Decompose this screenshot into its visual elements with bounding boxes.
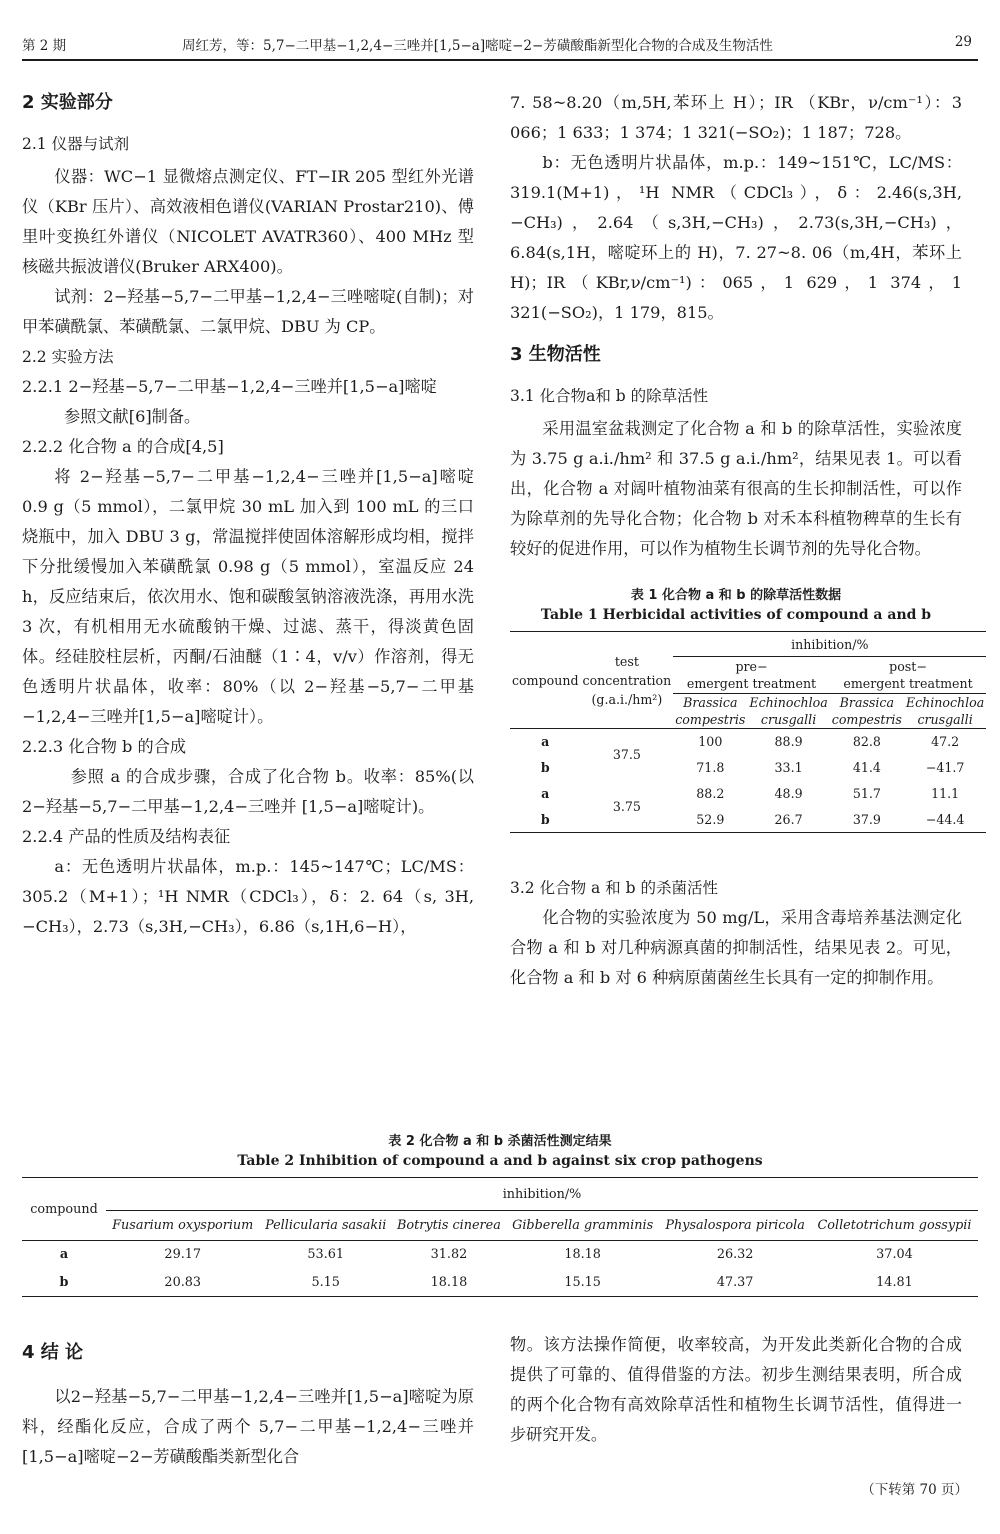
fungicidal-paragraph: 化合物的实验浓度为 50 mg/L，采用含毒培养基法测定化合物 a 和 b 对几种病源真菌的抑制活性，结果见表 2。可见，化合物 a 和 b 对 6 种病原菌菌丝生长具有一定的抑制作用。 — [510, 908, 962, 987]
subsection-3-2: 3.2 化合物 a 和 b 的杀菌活性 — [510, 879, 718, 897]
t1-species-2: Echinochloa — [749, 695, 828, 710]
t2-header-compound: compound — [30, 1201, 98, 1217]
subsection-2-2-1: 2.2.1 2−羟基−5,7−二甲基−1,2,4−三唑并[1,5−a]嘧啶 — [22, 377, 437, 396]
conclusion-right — [510, 1330, 962, 1450]
reagents-paragraph: 试剂：2−羟基−5,7−二甲基−1,2,4−三唑嘧啶(自制)；对甲苯磺酰氯、苯磺酰氯、二氯甲烷、DBU 为 CP。 — [22, 287, 474, 336]
subsection-2-2-1-ref: 参照文献[6]制备。 — [64, 407, 201, 426]
characterization-paragraph: a：无色透明片状晶体，m.p.：145~147℃；LC/MS：305.2（M+1）；¹H NMR（CDCl₃），δ：2. 64（s, 3H,−CH₃），2.73（s,3H,−CH₃），6.86（s,1H,6−H）， — [22, 857, 474, 936]
table-1-grid: compound test concentration (g.a.i./hm²) inhibition/% pre− emergent treatment post− emergent treatment Brassica Echinochloa Brassica Echinochloa compestris crusgalli compestris crusgalli a 37.5 100 88.9 82.8 47.2 b 71.8 33.1 41.4 −41.7 a 3.75 88.2 48.9 51.7 11.1 b 52.9 26.7 37.9 −44.4 — [510, 631, 986, 833]
characterization-continued: 7. 58~8.20（m,5H,苯环上 H）；IR （KBr，ν/cm⁻¹）：3 066；1 633；1 374；1 321(−SO₂)；1 187；728。 — [510, 93, 962, 142]
table-1-caption-cn: 表 1 化合物 a 和 b 的除草活性数据 — [630, 588, 842, 603]
table-2 — [22, 1130, 978, 1297]
conclusion-paragraph-2: 物。该方法操作简便，收率较高，为开发此类新化合物的合成提供了可靠的、值得借鉴的方法。初步生测结果表明，所合成的两个化合物有高效除草活性和植物生长调节活性，值得进一步研究开发。 — [510, 1335, 962, 1444]
t1-header-concentration: test concentration (g.a.i./hm²) — [582, 653, 672, 707]
t1-species-3: Brassica — [839, 695, 894, 710]
t2-col-5: Physalospora piricola — [665, 1218, 805, 1233]
table-row: a 37.5 100 88.9 82.8 47.2 — [541, 734, 960, 763]
conclusion-paragraph-1: 以2−羟基−5,7−二甲基−1,2,4−三唑并[1,5−a]嘧啶为原料，经酯化反应，合成了两个 5,7−二甲基−1,2,4−三唑并[1,5−a]嘧啶−2−芳磺酸酯类新型化合 — [22, 1387, 474, 1466]
t2-col-4: Gibberella gramminis — [512, 1218, 654, 1233]
table-1 — [510, 584, 985, 833]
t2-col-2: Pellicularia sasakii — [265, 1218, 387, 1233]
issue-number: 第 2 期 — [22, 38, 67, 54]
table-2-caption-en: Table 2 Inhibition of compound a and b against six crop pathogens — [237, 1153, 763, 1169]
section-4-heading: 4 结 论 — [22, 1342, 84, 1363]
synthesis-b-paragraph: 参照 a 的合成步骤，合成了化合物 b。收率：85%(以 2−羟基−5,7−二甲基−1,2,4−三唑并 [1,5−a]嘧啶计)。 — [22, 767, 474, 816]
right-column — [510, 88, 985, 993]
t1-header-post: post− emergent treatment — [830, 657, 987, 694]
conclusion-left — [22, 1338, 474, 1472]
t2-header-inhibition: inhibition/% — [106, 1178, 978, 1211]
table-2-grid — [22, 1177, 978, 1297]
subsection-2-2-4: 2.2.4 产品的性质及结构表征 — [22, 827, 231, 846]
table-1-caption-en: Table 1 Herbicidal activities of compound a and b — [540, 607, 932, 623]
subsection-3-1: 3.1 化合物a和 b 的除草活性 — [510, 387, 709, 405]
t1-header-pre: pre− emergent treatment — [673, 657, 830, 694]
t2-col-1: Fusarium oxysporium — [112, 1218, 254, 1233]
page-number: 29 — [954, 34, 972, 50]
table-row: b 20.83 5.15 18.18 15.15 47.37 14.81 — [22, 1269, 978, 1297]
t1-header-inhibition: inhibition/% — [673, 632, 986, 657]
table-row: b 52.9 26.7 37.9 −44.4 — [510, 807, 986, 833]
section-2-heading: 2 实验部分 — [22, 92, 113, 113]
t1-header-compound: compound — [512, 672, 579, 688]
subsection-2-2: 2.2 实验方法 — [22, 348, 114, 366]
subsection-2-2-2: 2.2.2 化合物 a 的合成[4,5] — [22, 437, 224, 456]
synthesis-a-paragraph: 将 2−羟基−5,7−二甲基−1,2,4−三唑并[1,5−a]嘧啶 0.9 g（5 mmol），二氯甲烷 30 mL 加入到 100 mL 的三口烧瓶中，加入 DBU 3 g，常温搅拌使固体溶解形成均相，搅拌下分批缓慢加入苯磺酰氯 0.98 g（5 mmol），室温反应 24 h，反应结束后，依次用水、饱和碳酸氢钠溶液洗涤，再用水洗 3 次，有机相用无水硫酸钠干燥、过滤、蒸干，得淡黄色固体。经硅胶柱层析，丙酮/石油醚（1∶4，v/v）作溶剂，得无色透明片状晶体，收率：80%（以 2−羟基−5,7−二甲基−1,2,4−三唑并[1,5−a]嘧啶计）。 — [22, 467, 474, 726]
section-3-heading: 3 生物活性 — [510, 344, 601, 365]
table-2-caption-cn: 表 2 化合物 a 和 b 杀菌活性测定结果 — [388, 1134, 612, 1149]
table-row: a 3.75 88.2 48.9 51.7 11.1 — [541, 786, 960, 814]
t2-col-3: Botrytis cinerea — [396, 1218, 501, 1233]
t1-species-4: Echinochloa — [905, 695, 985, 710]
t1-species-1: Brassica — [683, 695, 738, 710]
subsection-2-2-3: 2.2.3 化合物 b 的合成 — [22, 737, 187, 756]
table-row: b 71.8 33.1 41.4 −41.7 — [540, 760, 965, 775]
continued-note: （下转第 70 页） — [861, 1482, 968, 1498]
header-rule — [22, 59, 978, 61]
instruments-paragraph: 仪器：WC−1 显微熔点测定仪、FT−IR 205 型红外光谱仪（KBr 压片）、高效液相色谱仪(VARIAN Prostar210)、傅里叶变换红外谱仪（NICOLET AVATR360）、400 MHz 型核磁共振波谱仪(Bruker ARX400)。 — [22, 167, 474, 276]
left-column — [22, 88, 474, 942]
table-row: a 29.17 53.61 31.82 18.18 26.32 37.04 — [59, 1247, 913, 1263]
t2-col-6: Colletotrichum gossypii — [817, 1218, 972, 1233]
running-title: 周红芳，等：5,7−二甲基−1,2,4−三唑并[1,5−a]嘧啶−2−芳磺酸酯新型化合物的合成及生物活性 — [182, 38, 773, 54]
subsection-2-1: 2.1 仪器与试剂 — [22, 135, 130, 153]
herbicidal-paragraph: 采用温室盆栽测定了化合物 a 和 b 的除草活性，实验浓度为 3.75 g a.i./hm² 和 37.5 g a.i./hm²，结果见表 1。可以看出，化合物 a 对阔叶植物油菜有很高的生长抑制活性，可以作为除草剂的先导化合物；化合物 b 对禾本科植物稗草的生长有较好的促进作用，可以作为植物生长调节剂的先导化合物。 — [510, 419, 962, 558]
compound-b-paragraph: b：无色透明片状晶体，m.p.：149~151℃，LC/MS：319.1(M+1)，¹H NMR（CDCl₃），δ：2.46(s,3H,−CH₃)，2.64（s,3H,−CH₃)，2.73(s,3H,−CH₃)，6.84(s,1H，嘧啶环上的 H)，7. 27~8. 06（m,4H，苯环上 H)；IR（KBr,ν/cm⁻¹)：065，1 629，1 374，1 321(−SO₂)，1 179，815。 — [510, 153, 962, 322]
